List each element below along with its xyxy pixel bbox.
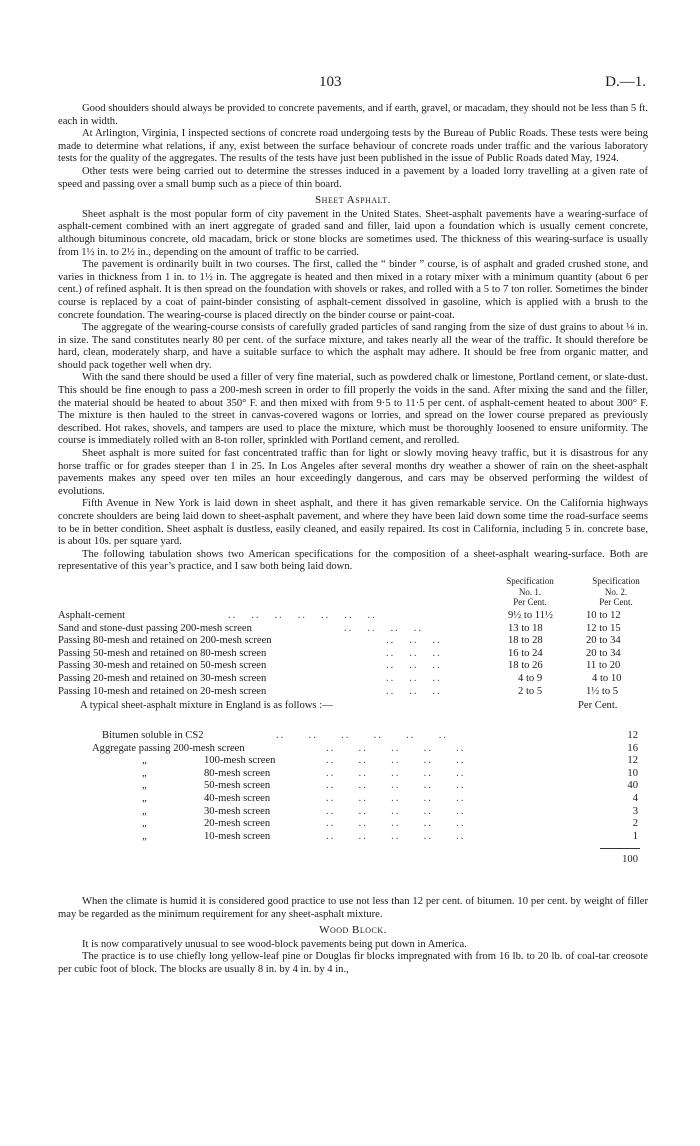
- specification-table: [58, 576, 648, 730]
- paragraph: The practice is to use chiefly long yellow-leaf pine or Douglas fir blocks impregnated with from 16 lb. to 20 lb. of coal-tar creosote per cubic foot of block. The blocks are usually 8 in. by 4 in. by 4 in.,: [58, 951, 648, 975]
- paragraph: With the sand there should be used a filler of very fine material, such as powdered chalk or limestone, Portland cement, or slate-dust. This should be fine enough to pass a 200-mesh screen in order to fill properly the voids in the sand. After mixing the sand and the filler, the material should be heated to about 350° F. and then mixed with from 9·5 to 11·5 per cent. of asphalt-cement heated to about 300° F. The mixture is then hauled to the street in canvas-covered wagons or lorries, and spread on the lower course prepared as previously described. Hot rakes, shovels, and tampers are used to place the mixture, which must be thoroughly loosened to ensure uniformity. The course is immediately rolled with an 8-ton roller, sprinkled with Portland cement, and rerolled.: [58, 372, 648, 447]
- row-label: Asphalt-cement: [58, 609, 126, 621]
- row-value-spec-2: 12 to 15: [586, 622, 621, 634]
- row-label: Passing 80-mesh and retained on 200-mesh screen: [58, 635, 272, 647]
- total-row: [58, 854, 648, 867]
- section-heading-wood-block: Wood Block.: [319, 924, 387, 937]
- ditto-mark: „: [142, 755, 147, 767]
- row-value-spec-1: 16 to 24: [508, 647, 543, 659]
- leader-dots: .. .. ..: [386, 635, 442, 647]
- document-reference: D.—1.: [605, 74, 646, 90]
- total-rule: [600, 848, 640, 849]
- row-label: Sand and stone-dust passing 200-mesh screen: [58, 622, 252, 634]
- row-label: 100-mesh screen: [204, 755, 276, 767]
- leader-dots: .. .. .. .. ..: [326, 742, 466, 754]
- leader-dots: .. .. ..: [386, 672, 442, 684]
- english-mix-table: [58, 730, 648, 896]
- table-row: [58, 780, 648, 793]
- leader-dots: .. .. .. .. ..: [326, 780, 466, 792]
- row-label: Passing 30-mesh and retained on 50-mesh screen: [58, 660, 267, 672]
- row-label: Passing 20-mesh and retained on 30-mesh screen: [58, 672, 267, 684]
- total-value: 100: [622, 853, 638, 865]
- row-value-spec-1: 18 to 28: [508, 635, 543, 647]
- row-label: 80-mesh screen: [204, 767, 271, 779]
- spec-col-2-number: No. 2.: [604, 586, 628, 597]
- row-value-spec-2: 1½ to 5: [586, 685, 619, 697]
- row-value-spec-1: 4 to 9: [518, 672, 543, 684]
- leader-dots: .. .. .. ..: [344, 622, 424, 634]
- ditto-mark: „: [142, 818, 147, 830]
- spec-col-1-unit: Per Cent.: [513, 597, 547, 608]
- page-header: [0, 76, 700, 96]
- spec-col-2-header: [576, 576, 656, 608]
- paragraph: Sheet asphalt is more suited for fast concentrated traffic than for light or slowly moving heavy traffic, but it is disastrous for any horse traffic or for grades steeper than 1 in 25. In Los Angeles after several months dry weather a shower of rain on the sheet-asphalt pavements makes any speed over ten miles an hour exceedingly dangerous, and cars may be observed performing the wildest of evolutions.: [58, 448, 648, 497]
- row-label: Passing 50-mesh and retained on 80-mesh screen: [58, 647, 267, 659]
- leader-dots: .. .. ..: [386, 685, 442, 697]
- table-row: [58, 610, 648, 623]
- leader-dots: .. .. ..: [386, 647, 442, 659]
- row-label: 30-mesh screen: [204, 805, 271, 817]
- paragraph: Good shoulders should always be provided to concrete pavements, and if earth, gravel, or macadam, they should not be less than 5 ft. each in width.: [58, 103, 648, 127]
- leader-dots: .. .. .. .. ..: [326, 818, 466, 830]
- paragraph: The pavement is ordinarily built in two courses. The first, called the “ binder ” course, is of asphalt and graded crushed stone, and varies in thickness from 1 in. to 1½ in. The aggregate is heated and then mixed in a rotary mixer with a minimum quantity (about 6 per cent.) of refined asphalt. It is then spread on the foundation with shovels or rakes, and rolled with a 5 to 7 ton roller. Sometimes the binder course is replaced by a coat of paint-binder consisting of asphalt-cement dissolved in gasoline, which is applied with a brush to the concrete foundation. The wearing-course is placed directly on the binder course or paint-coat.: [58, 259, 648, 321]
- row-value: 40: [627, 780, 638, 792]
- ditto-mark: „: [142, 805, 147, 817]
- paragraph: It is now comparatively unusual to see wood-block pavements being put down in America.: [82, 938, 467, 950]
- leader-dots: .. .. .. .. ..: [326, 830, 466, 842]
- ditto-mark: „: [142, 780, 147, 792]
- table-row: [58, 686, 648, 699]
- section-heading-sheet-asphalt: Sheet Asphalt.: [315, 194, 391, 207]
- row-value-spec-1: 9½ to 11½: [508, 609, 553, 621]
- paragraph: Fifth Avenue in New York is laid down in sheet asphalt, and there it has given remarkable service. On the California highways concrete shoulders are being laid down to sheet-asphalt pavement, and where they have been laid down some time the road-surface seems to be in better condition. Sheet asphalt is dustless, easily cleaned, and easily repaired. Its cost in California, including 5 in. concrete base, is about 10s. per square yard.: [58, 498, 648, 548]
- spec-col-1-title: Specification: [506, 575, 554, 586]
- table-row: [58, 623, 648, 636]
- english-mix-intro-row: [58, 700, 648, 713]
- page-number: 103: [319, 74, 342, 90]
- ditto-mark: „: [142, 767, 147, 779]
- row-value-spec-2: 20 to 34: [586, 647, 621, 659]
- paragraph: Other tests were being carried out to determine the stresses induced in a pavement by a loaded lorry travelling at a given rate of speed and passing over a small bump such as a piece of thin board.: [58, 165, 648, 190]
- leader-dots: .. .. .. .. ..: [326, 755, 466, 767]
- table-row: [58, 648, 648, 661]
- row-value: 1: [632, 830, 638, 842]
- row-label: Passing 10-mesh and retained on 20-mesh screen: [58, 685, 267, 697]
- row-value: 16: [627, 742, 638, 754]
- paragraph: The aggregate of the wearing-course consists of carefully graded particles of sand ranging from the size of dust grains to about ⅛ in. in size. The sand constitutes nearly 80 per cent. of the surface mixture, and takes nearly all the wear of the traffic. It should therefore be hard, clean, moderately sharp, and have a suitable surface to which the asphalt may adhere. It should be free from organic matter, and should pack together well when dry.: [58, 322, 648, 371]
- row-value-spec-2: 10 to 12: [586, 609, 621, 621]
- row-value: 10: [627, 767, 638, 779]
- row-value-spec-2: 11 to 20: [586, 660, 621, 672]
- row-value-spec-1: 18 to 26: [508, 660, 543, 672]
- row-value-spec-1: 2 to 5: [518, 685, 543, 697]
- english-mix-percent-header: Per Cent.: [578, 699, 618, 711]
- spec-col-2-unit: Per Cent.: [599, 597, 633, 608]
- row-value: 12: [627, 729, 638, 741]
- row-value-spec-2: 20 to 34: [586, 635, 621, 647]
- row-label: 10-mesh screen: [204, 830, 271, 842]
- spec-col-2-title: Specification: [592, 575, 640, 586]
- table-row: [58, 660, 648, 673]
- leader-dots: .. .. .. .. .. .. ..: [228, 609, 377, 621]
- spec-col-1-header: [490, 576, 570, 608]
- table-row: [58, 730, 648, 743]
- leader-dots: .. .. .. .. .. ..: [276, 729, 448, 741]
- paragraph: When the climate is humid it is considered good practice to use not less than 12 per cent. of bitumen. 10 per cent. by weight of filler may be regarded as the minimum requirement for any sheet-asphalt mixture.: [58, 895, 648, 920]
- table-row: [58, 793, 648, 806]
- row-label: 40-mesh screen: [204, 792, 271, 804]
- row-label: Aggregate passing 200-mesh screen: [92, 742, 245, 754]
- paragraph: The following tabulation shows two American specifications for the composition of a sheet-asphalt wearing-surface. Both are representative of this year’s practice, and I saw both being laid down.: [58, 548, 648, 573]
- row-label: Bitumen soluble in CS2: [102, 729, 204, 741]
- table-row: [58, 806, 648, 819]
- row-value: 2: [632, 818, 638, 830]
- row-label: 50-mesh screen: [204, 780, 271, 792]
- table-row: [58, 673, 648, 686]
- leader-dots: .. .. .. .. ..: [326, 805, 466, 817]
- row-label: 20-mesh screen: [204, 818, 271, 830]
- leader-dots: .. .. .. .. ..: [326, 792, 466, 804]
- document-body: [58, 103, 648, 977]
- table-row: [58, 768, 648, 781]
- row-value-spec-1: 13 to 18: [508, 622, 543, 634]
- ditto-mark: „: [142, 830, 147, 842]
- table-row: [58, 743, 648, 756]
- row-value: 3: [632, 805, 638, 817]
- table-row: [58, 635, 648, 648]
- table-row: [58, 818, 648, 831]
- table-row: [58, 755, 648, 768]
- row-value: 4: [632, 792, 638, 804]
- row-value: 12: [627, 755, 638, 767]
- paragraph: At Arlington, Virginia, I inspected sections of concrete road undergoing tests by the Bureau of Public Roads. These tests were being made to determine what relations, if any, exist between the surface behaviour of concrete roads under traffic and the various laboratory tests for the quality of the aggregates. The results of the tests have just been published in the issue of Public Roads dated May, 1924.: [58, 128, 648, 165]
- table-row: [58, 831, 648, 844]
- row-value-spec-2: 4 to 10: [592, 672, 622, 684]
- leader-dots: .. .. ..: [386, 660, 442, 672]
- spec-col-1-number: No. 1.: [518, 586, 542, 597]
- english-mix-intro: A typical sheet-asphalt mixture in England is as follows :—: [80, 699, 333, 711]
- paragraph: Sheet asphalt is the most popular form of city pavement in the United States. Sheet-asphalt pavements have a wearing-surface of asphalt-cement combined with an inert aggregate of graded sand and filler, laid upon a foundation which is usually cement concrete, although bituminous concrete, old macadam, brick or stone blocks are sometimes used. The thickness of this wearing-surface is usually from 1½ in. to 2½ in., depending on the amount of traffic to be carried.: [58, 208, 648, 258]
- ditto-mark: „: [142, 792, 147, 804]
- leader-dots: .. .. .. .. ..: [326, 767, 466, 779]
